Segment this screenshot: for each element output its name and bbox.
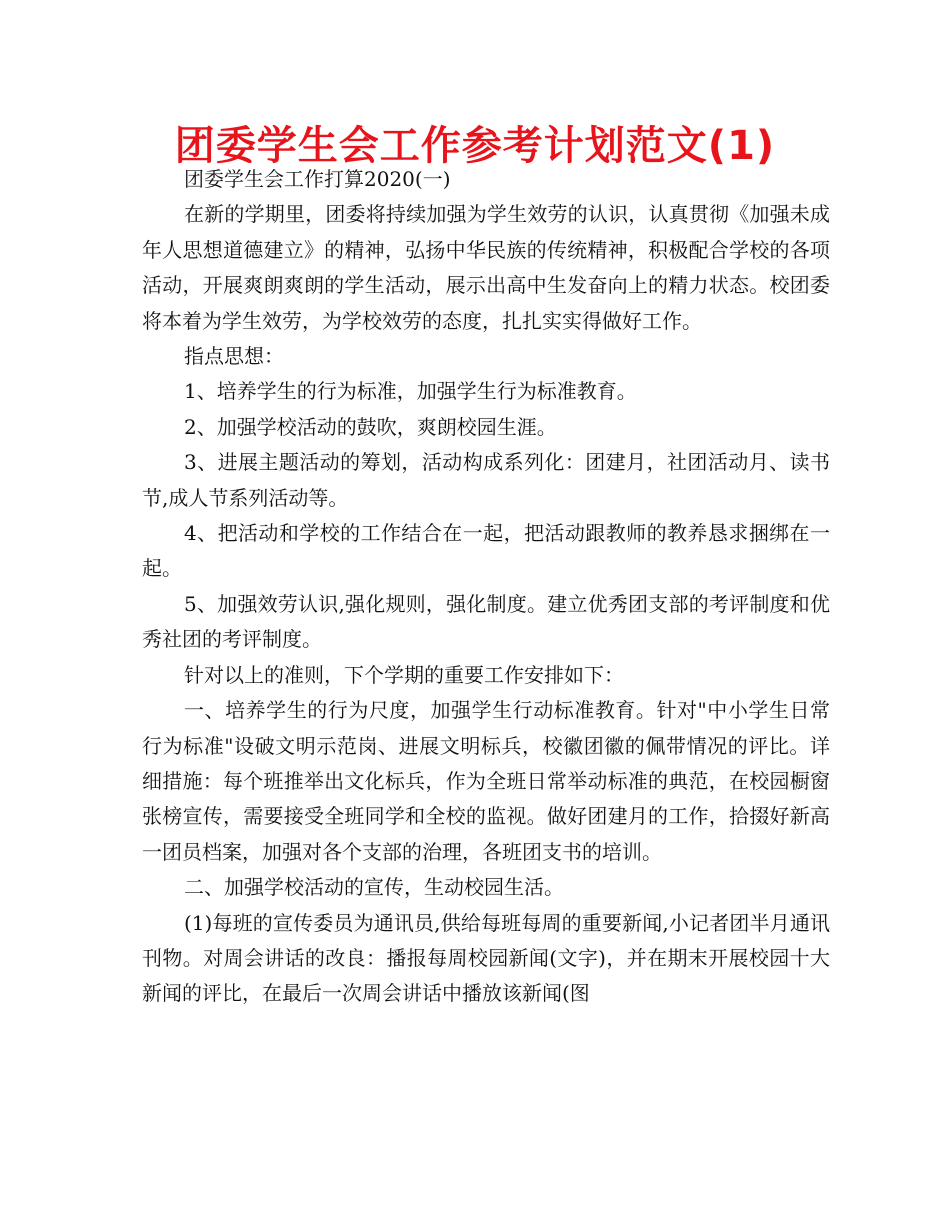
guideline-item-4: 4、把活动和学校的工作结合在一起，把活动跟教师的教养恳求捆绑在一起。: [142, 521, 830, 581]
guiding-thought-heading: 指点思想：: [184, 344, 284, 369]
work-arrangement-intro: 针对以上的准则，下个学期的重要工作安排如下：: [184, 662, 624, 687]
guideline-item-2: 2、加强学校活动的鼓吹，爽朗校园生涯。: [184, 414, 557, 439]
section-one-paragraph: 一、培养学生的行为尺度，加强学生行动标准教育。针对"中小学生日常行为标准"设破文明示范岗、进展文明标兵，校徽团徽的佩带情况的评比。详细措施：每个班推举出文化标兵，作为全班日常举动标准的典范，在校园橱窗张榜宣传，需要接受全班同学和全校的监视。做好团建月的工作，拾掇好新高一团员档案，加强对各个支部的治理，各班团支书的培训。: [142, 698, 830, 864]
guideline-item-5: 5、加强效劳认识,强化规则，强化制度。建立优秀团支部的考评制度和优秀社团的考评制度。: [142, 591, 830, 652]
guideline-item-1: 1、培养学生的行为标准，加强学生行为标准教育。: [184, 379, 637, 404]
section-two-heading: 二、加强学校活动的宣传，生动校园生活。: [184, 875, 564, 900]
intro-paragraph: 在新的学期里，团委将持续加强为学生效劳的认识，认真贯彻《加强未成年人思想道德建立》的精神，弘扬中华民族的传统精神，积极配合学校的各项活动，开展爽朗爽朗的学生活动，展示出高中生发奋向上的精力状态。校团委将本着为学生效劳，为学校效劳的态度，扎扎实实得做好工作。: [142, 202, 830, 333]
document-body: [142, 162, 830, 1012]
document-title: 团委学生会工作参考计划范文(1): [174, 123, 776, 169]
guideline-item-3: 3、进展主题活动的筹划，活动构成系列化：团建月，社团活动月、读书节,成人节系列活动等。: [142, 450, 830, 510]
subtitle-paragraph: 团委学生会工作打算2020(一): [184, 167, 451, 191]
section-two-item-1: (1)每班的宣传委员为通讯员,供给每班每周的重要新闻,小记者团半月通讯刊物。对周会讲话的改良：播报每周校园新闻(文字)，并在期末开展校园十大新闻的评比，在最后一次周会讲话中播放该新闻(图: [142, 910, 830, 1006]
